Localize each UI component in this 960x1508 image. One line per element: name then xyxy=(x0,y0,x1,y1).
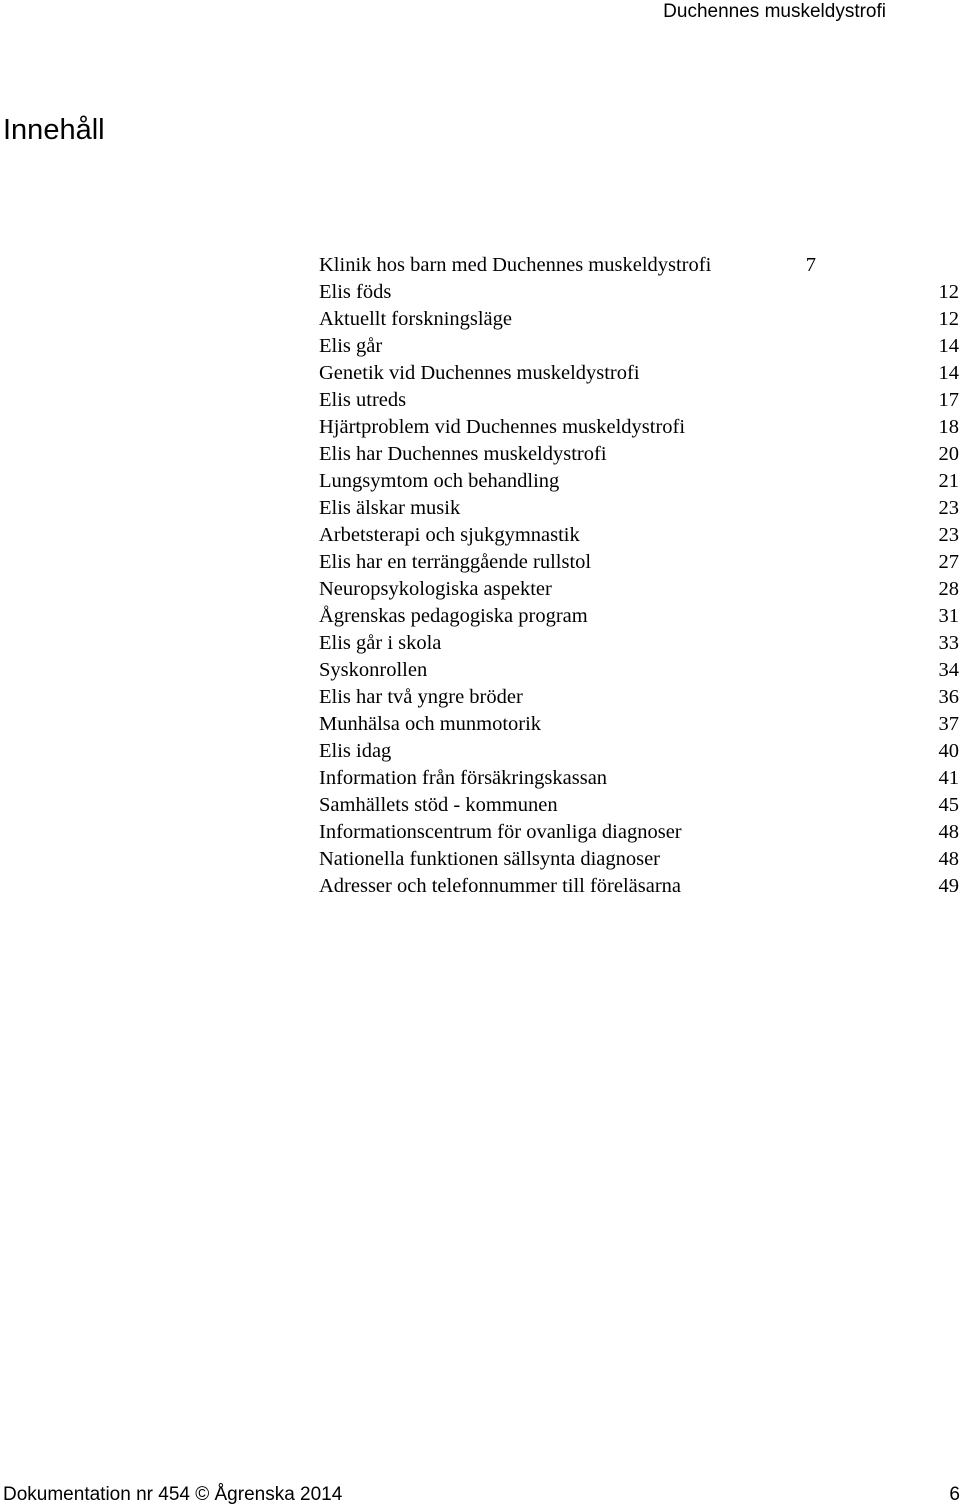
page-title: Innehåll xyxy=(3,114,105,146)
toc-entry-page: 14 xyxy=(938,362,959,384)
page-footer xyxy=(3,1482,960,1508)
toc-entry-label: Elis utreds xyxy=(319,389,407,411)
toc-entry-label: Elis går xyxy=(319,335,383,357)
toc-entry[interactable] xyxy=(319,576,959,603)
toc-entry[interactable] xyxy=(319,684,959,711)
toc-entry-page: 21 xyxy=(938,470,959,492)
toc-entry-page: 37 xyxy=(938,713,959,735)
toc-entry-label: Elis har Duchennes muskeldystrofi xyxy=(319,443,607,465)
toc-entry-page: 48 xyxy=(938,821,959,843)
toc-entry-page: 27 xyxy=(938,551,959,573)
toc-entry[interactable] xyxy=(319,252,959,279)
toc-entry-label: Adresser och telefonnummer till föreläsarna xyxy=(319,875,682,897)
toc-entry-label: Informationscentrum för ovanliga diagnoser xyxy=(319,821,682,843)
table-of-contents xyxy=(319,252,959,900)
toc-entry-page: 7 xyxy=(805,254,816,276)
toc-entry-page: 18 xyxy=(938,416,959,438)
toc-entry-page: 49 xyxy=(938,875,959,897)
toc-entry[interactable] xyxy=(319,468,959,495)
toc-entry-label: Elis har två yngre bröder xyxy=(319,686,523,708)
toc-entry-label: Lungsymtom och behandling xyxy=(319,470,560,492)
footer-page-number: 6 xyxy=(949,1484,960,1505)
toc-entry-label: Elis går i skola xyxy=(319,632,442,654)
toc-entry-page: 23 xyxy=(938,497,959,519)
toc-entry[interactable] xyxy=(319,387,959,414)
toc-entry-page: 40 xyxy=(938,740,959,762)
toc-entry-label: Ågrenskas pedagogiska program xyxy=(319,605,588,627)
toc-entry[interactable] xyxy=(319,441,959,468)
toc-entry[interactable] xyxy=(319,360,959,387)
toc-entry[interactable] xyxy=(319,279,959,306)
toc-entry-label: Information från försäkringskassan xyxy=(319,767,608,789)
toc-entry-page: 45 xyxy=(938,794,959,816)
toc-entry[interactable] xyxy=(319,522,959,549)
toc-entry-label: Nationella funktionen sällsynta diagnoser xyxy=(319,848,661,870)
toc-entry[interactable] xyxy=(319,603,959,630)
toc-entry[interactable] xyxy=(319,873,959,900)
toc-entry[interactable] xyxy=(319,414,959,441)
toc-entry-page: 28 xyxy=(938,578,959,600)
toc-entry[interactable] xyxy=(319,549,959,576)
toc-entry-label: Klinik hos barn med Duchennes muskeldystrofi xyxy=(319,254,712,276)
toc-entry-label: Elis har en terränggående rullstol xyxy=(319,551,592,573)
toc-entry-label: Syskonrollen xyxy=(319,659,428,681)
toc-entry[interactable] xyxy=(319,846,959,873)
toc-entry-page: 48 xyxy=(938,848,959,870)
toc-entry-page: 12 xyxy=(938,308,959,330)
toc-entry[interactable] xyxy=(319,765,959,792)
toc-entry-page: 14 xyxy=(938,335,959,357)
toc-entry[interactable] xyxy=(319,711,959,738)
toc-entry-label: Elis idag xyxy=(319,740,392,762)
toc-entry[interactable] xyxy=(319,495,959,522)
footer-text: Dokumentation nr 454 © Ågrenska 2014 xyxy=(3,1484,343,1505)
toc-entry-label: Munhälsa och munmotorik xyxy=(319,713,542,735)
toc-entry-page: 12 xyxy=(938,281,959,303)
toc-entry-label: Elis älskar musik xyxy=(319,497,461,519)
toc-entry-page: 36 xyxy=(938,686,959,708)
toc-entry[interactable] xyxy=(319,657,959,684)
toc-entry-page: 34 xyxy=(938,659,959,681)
toc-entry-page: 33 xyxy=(938,632,959,654)
toc-entry[interactable] xyxy=(319,738,959,765)
toc-entry-page: 41 xyxy=(938,767,959,789)
toc-entry[interactable] xyxy=(319,333,959,360)
toc-entry-page: 23 xyxy=(938,524,959,546)
toc-entry-label: Neuropsykologiska aspekter xyxy=(319,578,552,600)
toc-entry-page: 17 xyxy=(938,389,959,411)
running-header: Duchennes muskeldystrofi xyxy=(663,1,886,22)
toc-entry-page: 31 xyxy=(938,605,959,627)
toc-entry-label: Samhällets stöd - kommunen xyxy=(319,794,558,816)
toc-entry-label: Arbetsterapi och sjukgymnastik xyxy=(319,524,580,546)
toc-entry-label: Hjärtproblem vid Duchennes muskeldystrofi xyxy=(319,416,686,438)
toc-entry-label: Aktuellt forskningsläge xyxy=(319,308,513,330)
toc-entry-page: 20 xyxy=(938,443,959,465)
toc-entry[interactable] xyxy=(319,792,959,819)
toc-entry-label: Elis föds xyxy=(319,281,392,303)
toc-entry[interactable] xyxy=(319,306,959,333)
toc-entry[interactable] xyxy=(319,819,959,846)
toc-entry[interactable] xyxy=(319,630,959,657)
toc-entry-label: Genetik vid Duchennes muskeldystrofi xyxy=(319,362,640,384)
